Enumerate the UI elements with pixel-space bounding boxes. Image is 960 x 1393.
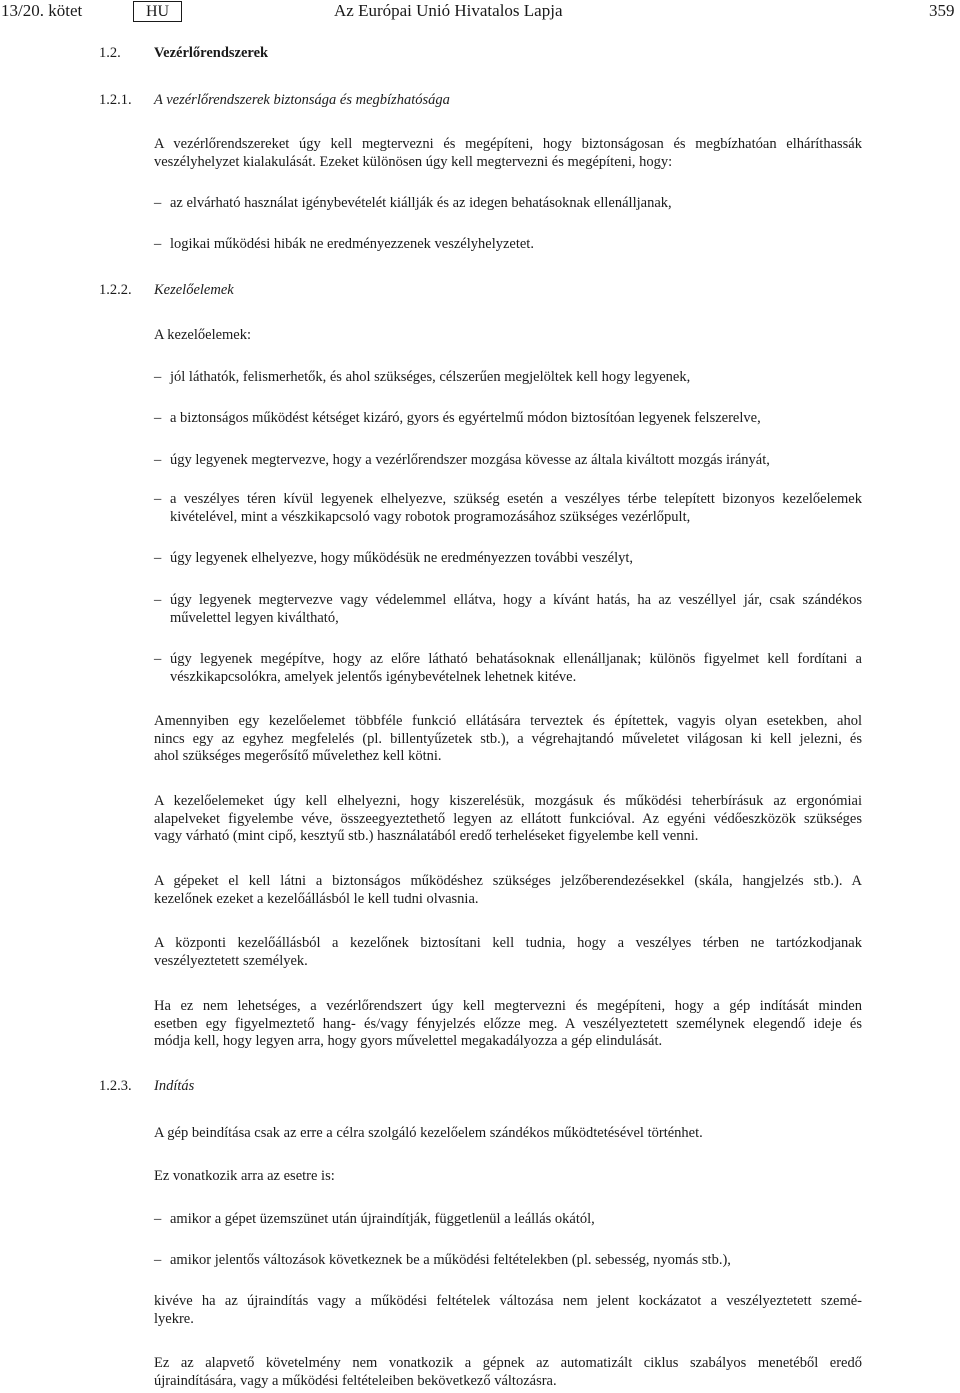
text-line: újraindítására, vagy a működési feltételeiben bekövetkező változásra.	[154, 1372, 557, 1389]
subsection-title: Indítás	[154, 1078, 195, 1094]
text-line: Ez vonatkozik arra az esetre is:	[154, 1168, 335, 1184]
subsection-number: 1.2.3.	[99, 1078, 132, 1094]
list-item-text: logikai működési hibák ne eredményezzenek veszélyhelyzetet.	[170, 236, 534, 252]
paragraph	[154, 136, 862, 171]
text-line: vagy várható (mint cipő, kesztyű stb.) használatából eredő terheléseket figyelembe kell venni.	[154, 828, 699, 844]
subsection-title: Kezelőelemek	[154, 282, 234, 298]
list-item-text: úgy legyenek megtervezve, hogy a vezérlőrendszer mozgása kövesse az általa kiváltott mozgás irányát,	[170, 452, 770, 468]
dash-bullet: –	[154, 236, 162, 252]
paragraph	[154, 935, 862, 970]
text-line: Ez az alapvető követelmény nem vonatkozik a gépnek az automatizált ciklus szabályos menetéből eredő	[154, 1355, 862, 1371]
language-badge: HU	[133, 1, 182, 22]
text-line: a veszélyes téren kívül legyenek elhelyezve, szükség esetén a veszélyes térbe telepített bizonyos kezelőelemek	[170, 491, 862, 507]
paragraph	[154, 1168, 862, 1186]
dash-bullet: –	[154, 1252, 162, 1268]
paragraph	[154, 998, 862, 1051]
dash-bullet: –	[154, 410, 162, 426]
list-item-text: az elvárható használat igénybevételét kiállják és az idegen behatásoknak ellenálljanak,	[170, 195, 672, 211]
dash-bullet: –	[154, 550, 162, 566]
text-line: veszélyeztetett személyek.	[154, 952, 308, 969]
dash-bullet: –	[154, 452, 162, 468]
subsection-number: 1.2.2.	[99, 282, 132, 298]
text-line: alapelveket figyelembe véve, összeegyeztethető legyen az ellátott funkcióval. Az egyéni védőeszközök szükséges	[154, 810, 862, 827]
text-line: A gép beindítása csak az erre a célra szolgáló kezelőelem szándékos működtetésével történhet.	[154, 1125, 703, 1141]
list-item-text: a biztonságos működést kétséget kizáró, gyors és egyértelmű módon biztosítóan legyenek felszerelve,	[170, 410, 761, 426]
list-item-text: amikor a gépet üzemszünet után újraindítják, függetlenül a leállás okától,	[170, 1211, 595, 1227]
text-line: úgy legyenek megtervezve vagy védelemmel ellátva, hogy a kívánt hatás, ha az veszéllyel jár, csak szándékos	[170, 592, 862, 608]
text-line: Ha ez nem lehetséges, a vezérlőrendszert úgy kell megtervezni és megépíteni, hogy a gép indítását minden	[154, 998, 862, 1014]
text-line: esetben egy figyelmeztető hang- és/vagy fényjelzés előzze meg. A veszélyeztetett személynek elegendő ideje és	[154, 1015, 862, 1032]
dash-bullet: –	[154, 491, 162, 507]
text-line: vészkikapcsolókra, amelyek jelentős igénybevételnek lehetnek kitéve.	[170, 668, 577, 685]
dash-bullet: –	[154, 651, 162, 667]
section-title: Vezérlőrendszerek	[154, 45, 269, 61]
dash-bullet: –	[154, 369, 162, 385]
list-item-text	[170, 651, 862, 686]
paragraph	[154, 793, 862, 846]
paragraph	[154, 1293, 862, 1328]
paragraph	[154, 1125, 862, 1143]
text-line: kivételével, mint a vészkikapcsoló vagy robotok programozásához szükséges vezérlőpult,	[170, 508, 691, 525]
text-line: veszélyhelyzet kialakulását. Ezeket különösen úgy kell megtervezni és megépíteni, hogy:	[154, 153, 673, 170]
paragraph	[154, 873, 862, 908]
text-line: művelettel legyen kiváltható,	[170, 609, 339, 626]
list-item-text: úgy legyenek elhelyezve, hogy működésük ne eredményezzen további veszélyt,	[170, 550, 634, 566]
text-line: úgy legyenek megépítve, hogy az előre látható behatásoknak ellenálljanak; különös figyelmet kell fordítani a	[170, 651, 862, 667]
paragraph	[154, 327, 862, 345]
text-line: Amennyiben egy kezelőelemet többféle funkció ellátására terveztek és építettek, vagyis olyan esetekben, ahol	[154, 713, 862, 729]
text-line: A kezelőelemek:	[154, 327, 252, 343]
list-item-text	[170, 491, 862, 526]
page-number: 359	[929, 1, 955, 20]
page-header	[0, 0, 960, 24]
list-item-text	[170, 592, 862, 627]
text-line: ahol szükséges megerősítő művelethez kell kötni.	[154, 748, 442, 764]
text-line: A gépeket el kell látni a biztonságos működéshez szükséges jelzőberendezésekkel (skála, hangjelzés stb.). A	[154, 873, 862, 889]
list-item-text: amikor jelentős változások következnek be a működési feltételekben (pl. sebesség, nyomás stb.),	[170, 1252, 731, 1268]
text-line: kivéve ha az újraindítás vagy a működési feltételek változása nem jelent kockázatot a veszélyeztetett szemé-	[154, 1293, 862, 1309]
subsection-number: 1.2.1.	[99, 92, 132, 108]
dash-bullet: –	[154, 1211, 162, 1227]
text-line: lyekre.	[154, 1310, 194, 1327]
section-number: 1.2.	[99, 45, 121, 61]
paragraph	[154, 713, 862, 766]
dash-bullet: –	[154, 592, 162, 608]
volume-label: 13/20. kötet	[1, 1, 83, 20]
text-line: A vezérlőrendszereket úgy kell megtervezni és megépíteni, hogy biztonságosan és megbízhatóan elháríthassák	[154, 136, 862, 152]
text-line: A központi kezelőállásból a kezelőnek biztosítani kell tudnia, hogy a veszélyes térben ne tartózkodjanak	[154, 935, 862, 951]
text-line: kezelőnek ezeket a kezelőállásból le kell tudni olvasnia.	[154, 890, 479, 907]
paragraph	[154, 1355, 862, 1390]
text-line: nincs egy az egyhez megfelelés (pl. billentyűzetek stb.), a végrehajtandó műveletet világosan ki kell jelezni, és	[154, 730, 862, 747]
text-line: A kezelőelemeket úgy kell elhelyezni, hogy kiszerelésük, mozgásuk és működési teherbírásuk az ergonómiai	[154, 793, 862, 809]
list-item-text: jól láthatók, felismerhetők, és ahol szükséges, célszerűen megjelöltek kell hogy legyenek,	[170, 369, 691, 385]
journal-title: Az Európai Unió Hivatalos Lapja	[334, 1, 563, 20]
text-line: módja kell, hogy legyen arra, hogy gyors művelettel megakadályozza a gép elindulását.	[154, 1033, 663, 1049]
subsection-title: A vezérlőrendszerek biztonsága és megbízhatósága	[154, 92, 450, 108]
dash-bullet: –	[154, 195, 162, 211]
